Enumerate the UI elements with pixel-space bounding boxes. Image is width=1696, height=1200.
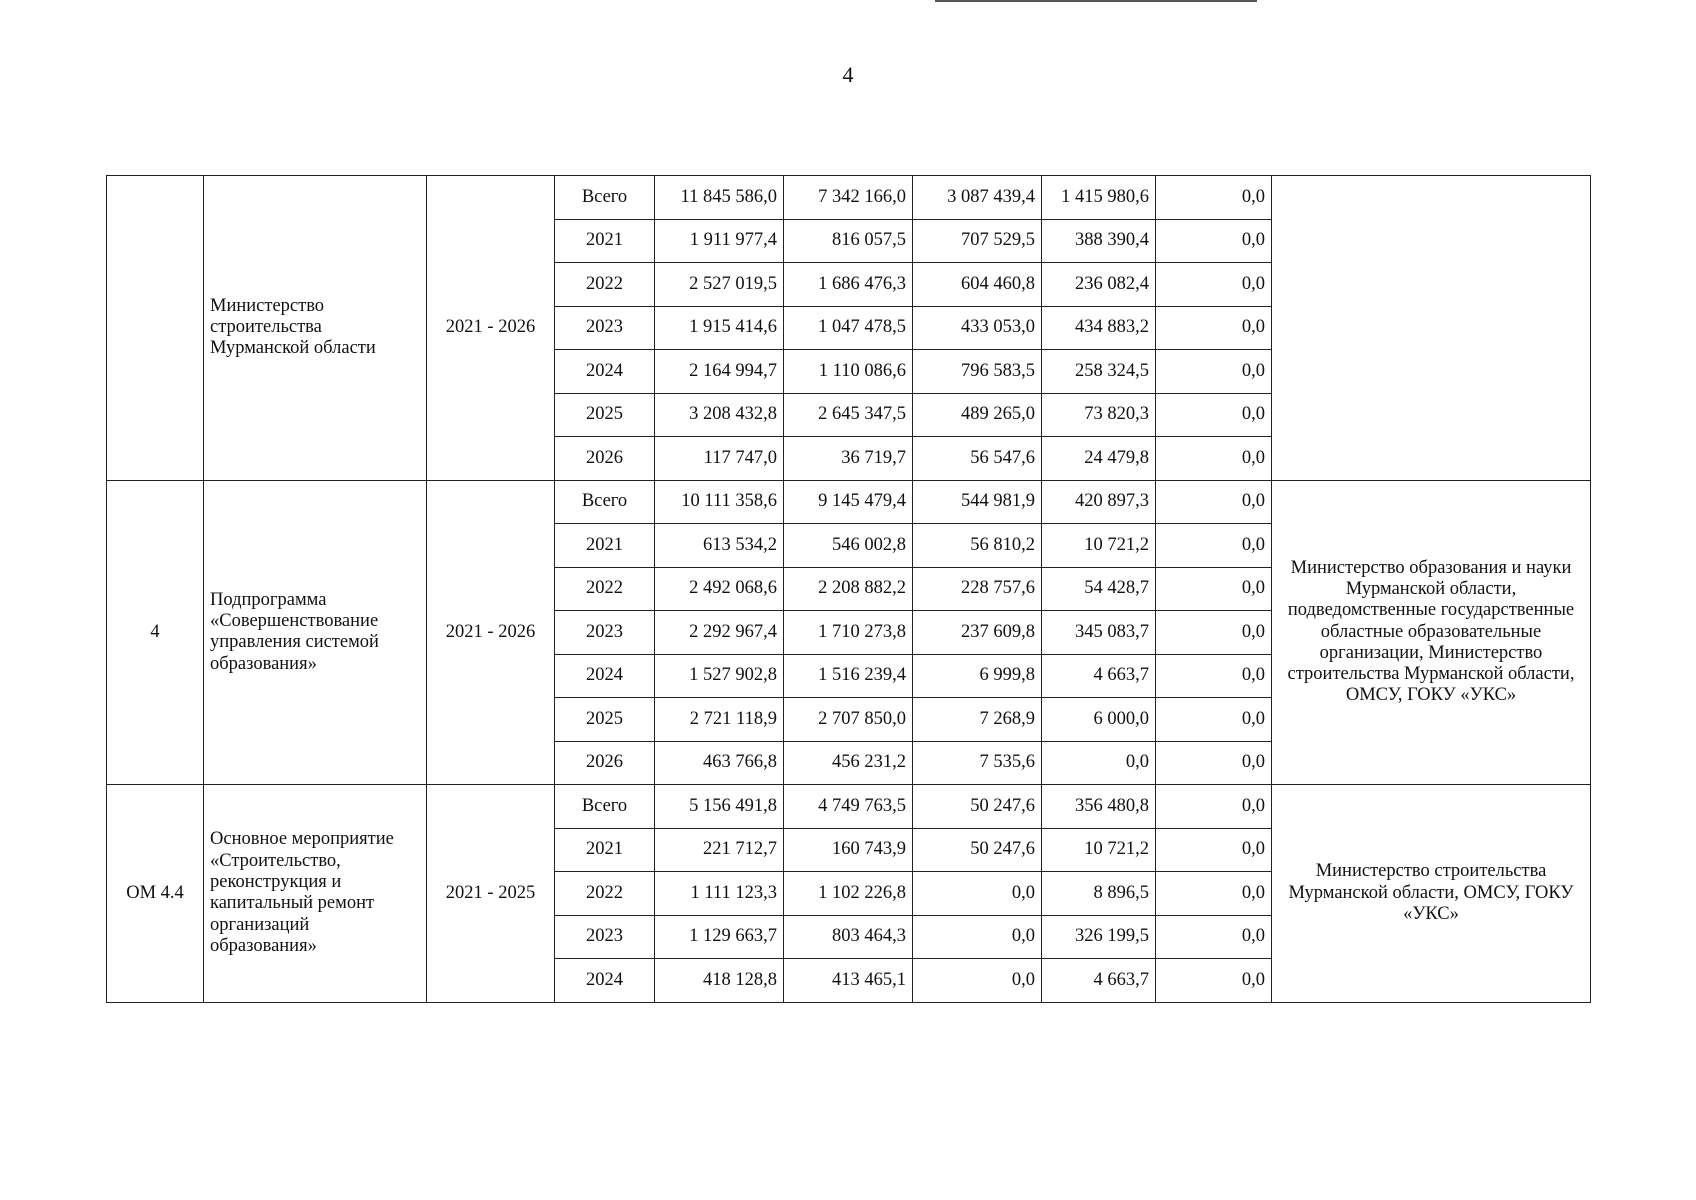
local-budget-cell: 0,0: [1042, 741, 1156, 785]
regional-budget-cell: 9 145 479,4: [784, 480, 913, 524]
local-budget-cell: 8 896,5: [1042, 872, 1156, 916]
regional-budget-cell: 456 231,2: [784, 741, 913, 785]
federal-budget-cell: 50 247,6: [913, 828, 1042, 872]
program-code-cell: [107, 176, 204, 481]
page-number: 4: [842, 62, 854, 87]
local-budget-cell: 73 820,3: [1042, 393, 1156, 437]
federal-budget-cell: 433 053,0: [913, 306, 1042, 350]
federal-budget-cell: 7 535,6: [913, 741, 1042, 785]
federal-budget-cell: 0,0: [913, 959, 1042, 1003]
local-budget-cell: 434 883,2: [1042, 306, 1156, 350]
regional-budget-cell: 413 465,1: [784, 959, 913, 1003]
total-sum-cell: 1 129 663,7: [655, 915, 784, 959]
year-cell: 2021: [555, 524, 655, 568]
year-cell: 2023: [555, 915, 655, 959]
regional-budget-cell: 803 464,3: [784, 915, 913, 959]
extrabudget-cell: 0,0: [1156, 872, 1272, 916]
year-cell: Всего: [555, 176, 655, 220]
local-budget-cell: 10 721,2: [1042, 524, 1156, 568]
regional-budget-cell: 7 342 166,0: [784, 176, 913, 220]
regional-budget-cell: 546 002,8: [784, 524, 913, 568]
federal-budget-cell: 544 981,9: [913, 480, 1042, 524]
federal-budget-cell: 707 529,5: [913, 219, 1042, 263]
total-sum-cell: 463 766,8: [655, 741, 784, 785]
extrabudget-cell: 0,0: [1156, 176, 1272, 220]
federal-budget-cell: 7 268,9: [913, 698, 1042, 742]
total-sum-cell: 418 128,8: [655, 959, 784, 1003]
extrabudget-cell: 0,0: [1156, 785, 1272, 829]
program-name-cell: Подпрограмма «Совершенствование управления системой образования»: [204, 480, 427, 785]
extrabudget-cell: 0,0: [1156, 393, 1272, 437]
extrabudget-cell: 0,0: [1156, 567, 1272, 611]
total-sum-cell: 2 164 994,7: [655, 350, 784, 394]
financing-table: [106, 175, 1591, 1003]
total-sum-cell: 1 915 414,6: [655, 306, 784, 350]
year-cell: 2024: [555, 959, 655, 1003]
extrabudget-cell: 0,0: [1156, 959, 1272, 1003]
regional-budget-cell: 816 057,5: [784, 219, 913, 263]
year-cell: 2025: [555, 698, 655, 742]
local-budget-cell: 6 000,0: [1042, 698, 1156, 742]
local-budget-cell: 1 415 980,6: [1042, 176, 1156, 220]
federal-budget-cell: 50 247,6: [913, 785, 1042, 829]
local-budget-cell: 24 479,8: [1042, 437, 1156, 481]
table-row: [107, 785, 1591, 829]
federal-budget-cell: 0,0: [913, 915, 1042, 959]
program-code-cell: ОМ 4.4: [107, 785, 204, 1003]
total-sum-cell: 5 156 491,8: [655, 785, 784, 829]
period-cell: 2021 - 2025: [427, 785, 555, 1003]
extrabudget-cell: 0,0: [1156, 480, 1272, 524]
local-budget-cell: 345 083,7: [1042, 611, 1156, 655]
federal-budget-cell: 604 460,8: [913, 263, 1042, 307]
extrabudget-cell: 0,0: [1156, 350, 1272, 394]
extrabudget-cell: 0,0: [1156, 263, 1272, 307]
period-cell: 2021 - 2026: [427, 480, 555, 785]
year-cell: 2025: [555, 393, 655, 437]
regional-budget-cell: 1 710 273,8: [784, 611, 913, 655]
local-budget-cell: 326 199,5: [1042, 915, 1156, 959]
period-cell: 2021 - 2026: [427, 176, 555, 481]
federal-budget-cell: 237 609,8: [913, 611, 1042, 655]
year-cell: 2022: [555, 263, 655, 307]
local-budget-cell: 10 721,2: [1042, 828, 1156, 872]
extrabudget-cell: 0,0: [1156, 437, 1272, 481]
federal-budget-cell: 228 757,6: [913, 567, 1042, 611]
extrabudget-cell: 0,0: [1156, 219, 1272, 263]
total-sum-cell: 1 911 977,4: [655, 219, 784, 263]
total-sum-cell: 10 111 358,6: [655, 480, 784, 524]
regional-budget-cell: 4 749 763,5: [784, 785, 913, 829]
year-cell: Всего: [555, 480, 655, 524]
program-name-cell: Министерство строительства Мурманской области: [204, 176, 427, 481]
extrabudget-cell: 0,0: [1156, 698, 1272, 742]
total-sum-cell: 11 845 586,0: [655, 176, 784, 220]
year-cell: 2026: [555, 741, 655, 785]
regional-budget-cell: 2 645 347,5: [784, 393, 913, 437]
extrabudget-cell: 0,0: [1156, 915, 1272, 959]
regional-budget-cell: 160 743,9: [784, 828, 913, 872]
regional-budget-cell: 2 707 850,0: [784, 698, 913, 742]
regional-budget-cell: 1 047 478,5: [784, 306, 913, 350]
year-cell: 2022: [555, 567, 655, 611]
total-sum-cell: 117 747,0: [655, 437, 784, 481]
year-cell: 2023: [555, 306, 655, 350]
year-cell: 2021: [555, 219, 655, 263]
extrabudget-cell: 0,0: [1156, 306, 1272, 350]
extrabudget-cell: 0,0: [1156, 654, 1272, 698]
local-budget-cell: 388 390,4: [1042, 219, 1156, 263]
federal-budget-cell: 56 547,6: [913, 437, 1042, 481]
local-budget-cell: 236 082,4: [1042, 263, 1156, 307]
year-cell: 2021: [555, 828, 655, 872]
regional-budget-cell: 1 102 226,8: [784, 872, 913, 916]
total-sum-cell: 221 712,7: [655, 828, 784, 872]
executor-cell: [1272, 176, 1591, 481]
local-budget-cell: 420 897,3: [1042, 480, 1156, 524]
program-name-cell: Основное мероприятие «Строительство, реконструкция и капитальный ремонт организаций образования»: [204, 785, 427, 1003]
local-budget-cell: 356 480,8: [1042, 785, 1156, 829]
regional-budget-cell: 1 516 239,4: [784, 654, 913, 698]
extrabudget-cell: 0,0: [1156, 828, 1272, 872]
federal-budget-cell: 796 583,5: [913, 350, 1042, 394]
financing-table-body: [107, 176, 1591, 1003]
scan-artifact-line: [935, 0, 1257, 2]
federal-budget-cell: 56 810,2: [913, 524, 1042, 568]
total-sum-cell: 2 292 967,4: [655, 611, 784, 655]
local-budget-cell: 4 663,7: [1042, 654, 1156, 698]
year-cell: 2023: [555, 611, 655, 655]
year-cell: 2022: [555, 872, 655, 916]
local-budget-cell: 54 428,7: [1042, 567, 1156, 611]
executor-cell: Министерство образования и науки Мурманской области, подведомственные государственные областные образовательные организации, Министерство строительства Мурманской области, ОМСУ, ГОКУ «УКС»: [1272, 480, 1591, 785]
table-row: [107, 176, 1591, 220]
table-row: [107, 480, 1591, 524]
total-sum-cell: 3 208 432,8: [655, 393, 784, 437]
total-sum-cell: 1 527 902,8: [655, 654, 784, 698]
regional-budget-cell: 1 110 086,6: [784, 350, 913, 394]
extrabudget-cell: 0,0: [1156, 611, 1272, 655]
regional-budget-cell: 36 719,7: [784, 437, 913, 481]
year-cell: 2024: [555, 350, 655, 394]
total-sum-cell: 2 721 118,9: [655, 698, 784, 742]
total-sum-cell: 2 527 019,5: [655, 263, 784, 307]
local-budget-cell: 258 324,5: [1042, 350, 1156, 394]
program-code-cell: 4: [107, 480, 204, 785]
extrabudget-cell: 0,0: [1156, 741, 1272, 785]
total-sum-cell: 2 492 068,6: [655, 567, 784, 611]
total-sum-cell: 613 534,2: [655, 524, 784, 568]
federal-budget-cell: 3 087 439,4: [913, 176, 1042, 220]
total-sum-cell: 1 111 123,3: [655, 872, 784, 916]
executor-cell: Министерство строительства Мурманской области, ОМСУ, ГОКУ «УКС»: [1272, 785, 1591, 1003]
local-budget-cell: 4 663,7: [1042, 959, 1156, 1003]
regional-budget-cell: 2 208 882,2: [784, 567, 913, 611]
year-cell: 2026: [555, 437, 655, 481]
federal-budget-cell: 6 999,8: [913, 654, 1042, 698]
federal-budget-cell: 0,0: [913, 872, 1042, 916]
regional-budget-cell: 1 686 476,3: [784, 263, 913, 307]
extrabudget-cell: 0,0: [1156, 524, 1272, 568]
year-cell: 2024: [555, 654, 655, 698]
year-cell: Всего: [555, 785, 655, 829]
federal-budget-cell: 489 265,0: [913, 393, 1042, 437]
